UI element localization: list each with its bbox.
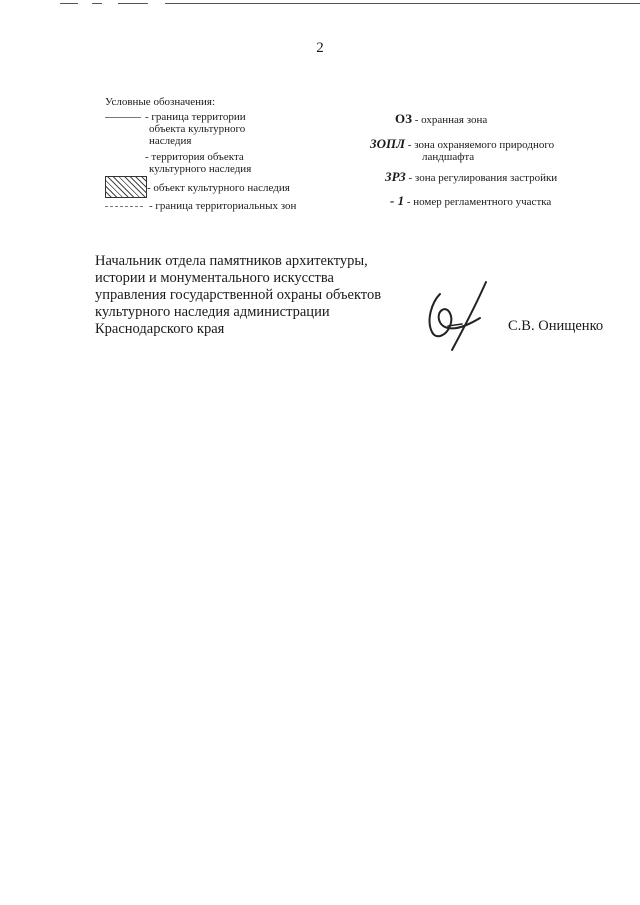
signer-title-line: истории и монументального искусства [95,270,334,286]
signature-block [95,253,415,338]
signer-title-line: Краснодарского края [95,321,225,337]
zone-oz: ОЗ - охранная зона [395,111,488,126]
territory-boundary-swatch [105,117,141,118]
zone-zrz: ЗРЗ - зона регулирования застройки [385,169,558,184]
zone-plot-number: - 1 - номер регламентного участка [390,193,552,208]
zone-zopl: ЗОПЛ - зона охраняемого природного ландшафта [370,136,555,163]
page-number: 2 [316,40,324,56]
zone-boundary-swatch [105,206,143,207]
signer-title-line: культурного наследия администрации [95,304,330,320]
legend-item-heritage-territory: - территория объекта культурного наследия [145,151,252,175]
legend-item-heritage-object: - объект культурного наследия [147,182,290,194]
legend-item-territory-boundary: - граница территории объекта культурного наследия [145,111,246,147]
signer-title-line: Начальник отдела памятников архитектуры, [95,253,368,269]
signer-name: С.В. Онищенко [508,318,604,334]
legend-title: Условные обозначения: [105,96,216,108]
legend-item-zone-boundary: - граница территориальных зон [149,200,297,212]
heritage-object-hatch-swatch [105,176,147,198]
handwritten-signature [418,280,498,360]
signer-title-line: управления государственной охраны объектов [95,287,382,303]
scan-top-border [0,3,640,5]
